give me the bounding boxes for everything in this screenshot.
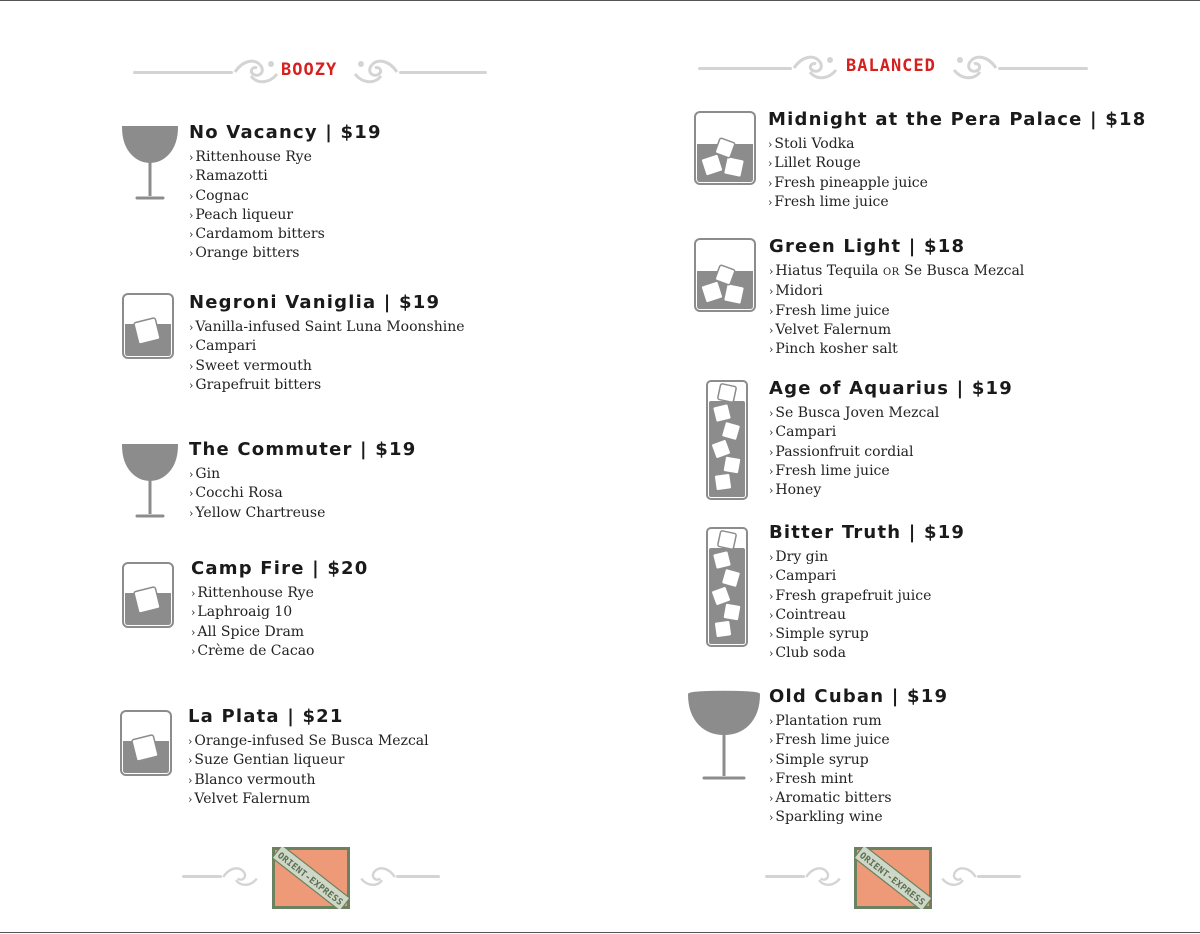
ingredient: › Grapefruit bitters xyxy=(189,376,465,395)
flourish-left-icon xyxy=(231,54,281,90)
ingredient: › Suze Gentian liqueur xyxy=(188,751,429,770)
footer-rule-left xyxy=(182,875,222,878)
ingredient-list xyxy=(769,548,965,664)
drink-name: The Commuter | $19 xyxy=(189,439,417,460)
flourish-left-icon xyxy=(220,862,260,892)
ingredient-list xyxy=(769,712,948,828)
ingredient: › Simple syrup xyxy=(769,625,965,644)
header-rule-right xyxy=(399,71,487,74)
rocks-glass-icon xyxy=(120,292,176,362)
ingredient: › Lillet Rouge xyxy=(768,154,1146,173)
ingredient: › Midori xyxy=(769,282,1024,301)
header-rule-right xyxy=(998,67,1088,70)
flourish-right-icon xyxy=(358,862,398,892)
badge-text: ORIENT-EXPRESS xyxy=(275,850,345,909)
section-title-balanced: BALANCED xyxy=(846,56,936,76)
ingredient: › Simple syrup xyxy=(769,751,948,770)
ingredient: › Campari xyxy=(769,567,965,586)
drink-camp-fire xyxy=(191,558,369,661)
ingredient xyxy=(769,262,1024,282)
drink-negroni-vaniglia xyxy=(189,292,465,395)
highball-glass-icon xyxy=(705,379,749,501)
ingredient-or: OR xyxy=(882,267,900,278)
drink-the-commuter xyxy=(189,439,416,523)
drink-name: Midnight at the Pera Palace | $18 xyxy=(768,109,1147,130)
footer-rule-left xyxy=(765,875,805,878)
ingredient: › Fresh grapefruit juice xyxy=(769,587,965,606)
ingredient: › Rittenhouse Rye xyxy=(191,584,369,603)
orient-express-badge xyxy=(854,847,932,909)
footer-rule-right xyxy=(396,875,440,878)
flourish-right-icon xyxy=(939,862,979,892)
ingredient: › Ramazotti xyxy=(189,167,382,186)
ingredient: › Cocchi Rosa xyxy=(189,484,416,503)
ingredient-list xyxy=(189,318,465,395)
ingredient-list xyxy=(189,465,416,523)
ingredient-list xyxy=(189,148,382,264)
ingredient: › Fresh pineapple juice xyxy=(768,174,1146,193)
drink-name: La Plata | $21 xyxy=(188,706,344,727)
ingredient: › Club soda xyxy=(769,644,965,663)
ingredient: › Stoli Vodka xyxy=(768,135,1146,154)
drink-name: No Vacancy | $19 xyxy=(189,122,382,143)
ingredient-option-a: Hiatus Tequila xyxy=(775,263,883,279)
drink-old-cuban xyxy=(769,686,948,828)
drink-la-plata xyxy=(188,706,429,809)
header-rule-left xyxy=(133,71,233,74)
drink-no-vacancy xyxy=(189,122,382,264)
ingredient: › Honey xyxy=(769,481,1013,500)
top-border xyxy=(0,0,1200,1)
section-title-boozy: BOOZY xyxy=(281,60,338,80)
ingredient: › Laphroaig 10 xyxy=(191,603,369,622)
highball-glass-icon xyxy=(705,526,749,648)
rocks-glass-icon xyxy=(120,561,176,631)
ingredient: › All Spice Dram xyxy=(191,623,369,642)
ingredient: › Pinch kosher salt xyxy=(769,340,1024,359)
flourish-left-icon xyxy=(803,862,843,892)
ingredient-list xyxy=(769,262,1024,359)
drink-name: Camp Fire | $20 xyxy=(191,558,369,579)
ingredient: › Rittenhouse Rye xyxy=(189,148,382,167)
ingredient: › Cardamom bitters xyxy=(189,225,382,244)
ingredient: › Fresh lime juice xyxy=(769,302,1024,321)
flourish-left-icon xyxy=(790,50,840,86)
ingredient: › Crème de Cacao xyxy=(191,642,369,661)
coupe-glass-icon xyxy=(686,688,762,782)
bottom-border xyxy=(0,932,1200,933)
ingredient: › Sweet vermouth xyxy=(189,357,465,376)
ingredient: › Passionfruit cordial xyxy=(769,443,1013,462)
ingredient: › Velvet Falernum xyxy=(769,321,1024,340)
drink-name: Green Light | $18 xyxy=(769,236,966,257)
ingredient: › Yellow Chartreuse xyxy=(189,504,416,523)
ingredient: › Se Busca Joven Mezcal xyxy=(769,404,1013,423)
drink-green-light xyxy=(769,236,1024,359)
ingredient: › Cognac xyxy=(189,187,382,206)
flourish-right-icon xyxy=(351,54,401,90)
ingredient: › Campari xyxy=(189,337,465,356)
section-header-boozy xyxy=(133,52,487,92)
ingredient-list xyxy=(191,584,369,661)
drink-name: Negroni Vaniglia | $19 xyxy=(189,292,441,313)
ingredient: › Cointreau xyxy=(769,606,965,625)
drink-name: Bitter Truth | $19 xyxy=(769,522,966,543)
ingredient: › Fresh lime juice xyxy=(768,193,1146,212)
ingredient: › Fresh mint xyxy=(769,770,948,789)
ingredient: › Campari xyxy=(769,423,1013,442)
ingredient-option-b: Se Busca Mezcal xyxy=(899,263,1025,279)
ingredient: › Aromatic bitters xyxy=(769,789,948,808)
drink-name: Old Cuban | $19 xyxy=(769,686,949,707)
footer-rule-right xyxy=(977,875,1021,878)
rocks-glass-icon xyxy=(693,110,757,186)
ingredient: › Orange bitters xyxy=(189,244,382,263)
orient-express-badge xyxy=(272,847,350,909)
section-header-balanced xyxy=(698,48,1088,88)
ingredient: › Orange-infused Se Busca Mezcal xyxy=(188,732,429,751)
ingredient: › Dry gin xyxy=(769,548,965,567)
ingredient: › Gin xyxy=(189,465,416,484)
ingredient: › Blanco vermouth xyxy=(188,771,429,790)
badge-text: ORIENT-EXPRESS xyxy=(857,850,927,909)
ingredient: › Vanilla-infused Saint Luna Moonshine xyxy=(189,318,465,337)
ingredient: › Sparkling wine xyxy=(769,808,948,827)
flourish-right-icon xyxy=(950,50,1000,86)
ingredient: › Plantation rum xyxy=(769,712,948,731)
ingredient-list xyxy=(768,135,1146,212)
ingredient: › Fresh lime juice xyxy=(769,731,948,750)
ingredient-list xyxy=(188,732,429,809)
drink-age-of-aquarius xyxy=(769,378,1013,500)
rocks-glass-icon xyxy=(118,709,174,779)
ingredient: › Fresh lime juice xyxy=(769,462,1013,481)
header-rule-left xyxy=(698,67,792,70)
coupe-glass-icon xyxy=(120,440,180,520)
ingredient: › Peach liqueur xyxy=(189,206,382,225)
rocks-glass-icon xyxy=(693,237,757,313)
drink-bitter-truth xyxy=(769,522,965,664)
ingredient: › Velvet Falernum xyxy=(188,790,429,809)
coupe-glass-icon xyxy=(120,122,180,202)
drink-midnight-at-the-pera-palace xyxy=(768,109,1146,212)
ingredient-list xyxy=(769,404,1013,500)
drink-name: Age of Aquarius | $19 xyxy=(769,378,1013,399)
